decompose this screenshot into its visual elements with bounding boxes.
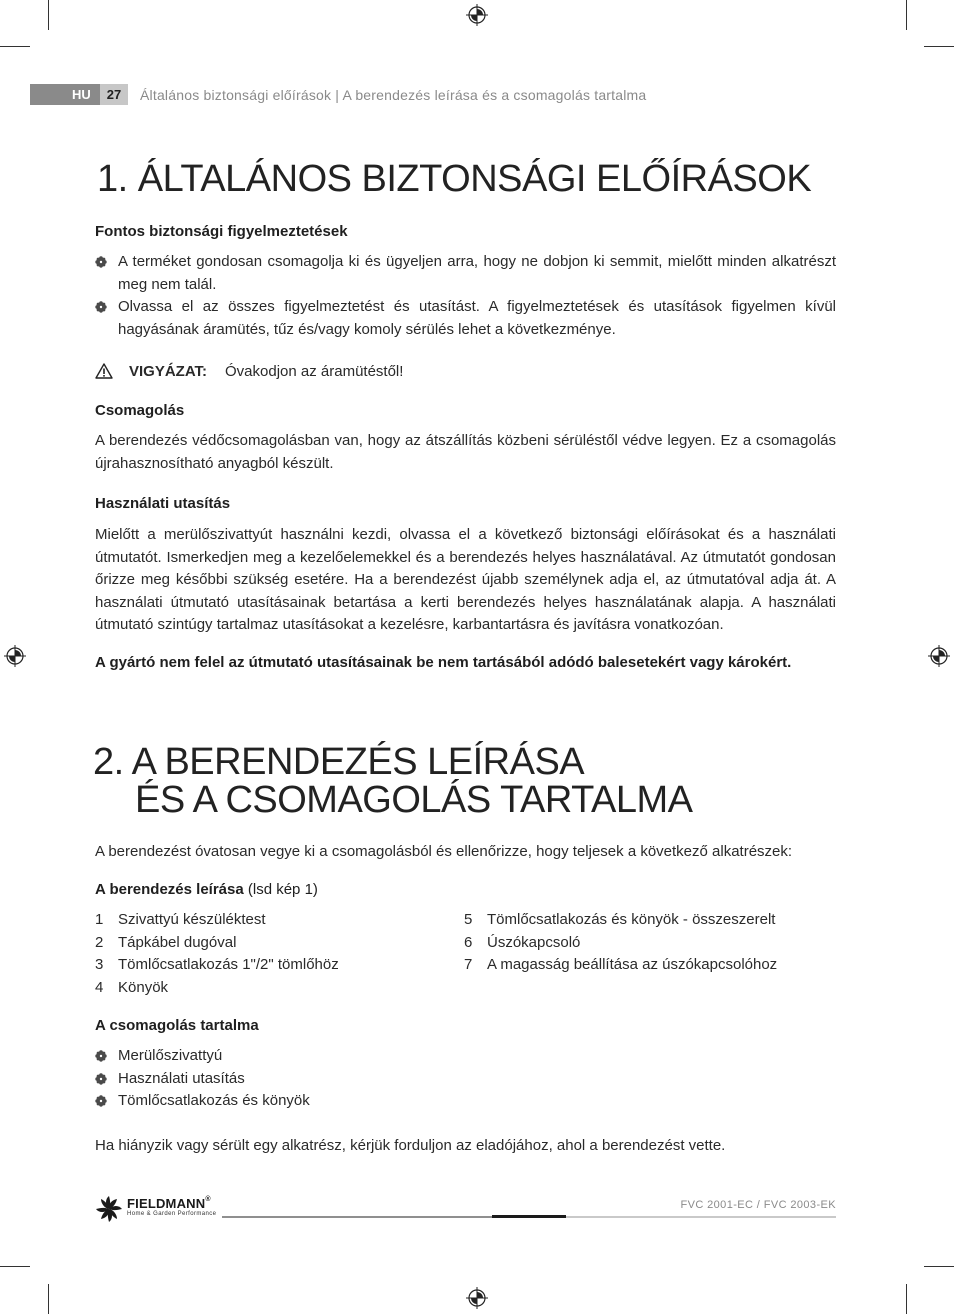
brand-tagline: Home & Garden Performance [127,1211,217,1217]
crop-mark [924,1266,954,1267]
section2-intro: A berendezést óvatosan vegye ki a csomagolásból és ellenőrizze, hogy teljesek a következő alkatrészek: [95,843,793,860]
description-heading: A berendezés leírása [95,881,244,898]
running-header-title: Általános biztonsági előírások | A berendezés leírása és a csomagolás tartalma [140,87,647,103]
crop-mark [906,0,907,30]
contents-text: Használati utasítás [118,1069,245,1087]
manual-heading: Használati utasítás [95,495,231,512]
warning-triangle-icon [95,363,113,379]
warnings-list [95,251,836,341]
registration-mark-icon [466,1287,488,1309]
parts-number: 4 [95,979,104,996]
flower-bullet-icon [95,1073,107,1085]
registration-mark-icon [928,645,950,667]
warning-text: A terméket gondosan csomagolja ki és ügyeljen arra, hogy ne dobjon ki semmit, mielőtt minden alkatrészt meg nem talál. [118,253,836,293]
parts-number: 3 [95,956,104,973]
packaging-text: A berendezés védőcsomagolásban van, hogy az átszállítás közbeni sérüléstől védve legyen. Ez a csomagolás újrahasznosítható anyagból készült. [95,432,836,472]
contents-list [95,1045,836,1113]
parts-text: Tömlőcsatlakozás 1"/2" tömlőhöz [118,956,339,973]
fieldmann-logo-icon [95,1195,123,1223]
crop-mark [906,1284,907,1314]
page-number: 27 [100,84,128,105]
description-ref: (lsd kép 1) [247,881,318,898]
brand-logo [95,1195,225,1223]
footer-rule-accent [492,1215,566,1218]
crop-mark [924,46,954,47]
footer-rule [222,1216,492,1218]
list-item [95,296,836,341]
manual-text: Mielőtt a merülőszivattyút használni kezdi, olvassa el a következő biztonsági előírásokat és a használati útmutatót. Ismerkedjen meg a kezelőelemekkel és a berendezés helyes használatával. Az útmutatót gondosan őrizze meg későbbi szükség esetére. Ha a berendezést újabb személynek adja el, az útmutatóval adja át. A használati útmutató utasításainak betartása a kerti berendezés helyes használatának alapja. A használati útmutató szintúgy tartalmaz utasításokat a kezelésre, karbantartásra és javításra vonatkozóan. [95,526,836,633]
description-heading-row [95,880,836,900]
list-item [95,1045,836,1068]
caution-label: VIGYÁZAT: [129,363,208,380]
packaging-heading: Csomagolás [95,402,185,419]
parts-number: 6 [464,934,473,951]
brand-word: FIELDMANN [127,1196,206,1211]
crop-mark [48,1284,49,1314]
parts-text: A magasság beállítása az úszókapcsolóhoz [487,956,778,973]
section2-heading-line2: ÉS A CSOMAGOLÁS TARTALMA [135,779,693,821]
footer-rule [566,1216,836,1218]
flower-bullet-icon [95,1050,107,1062]
parts-number: 1 [95,911,104,928]
missing-note: Ha hiányzik vagy sérült egy alkatrész, kérjük forduljon az eladójához, ahol a berendezést vette. [95,1137,726,1154]
model-number: FVC 2001-EC / FVC 2003-EK [680,1199,836,1211]
parts-text: Tápkábel dugóval [118,934,237,951]
liability-text: A gyártó nem felel az útmutató utasításainak be nem tartásából adódó balesetekért vagy károkért. [95,654,792,671]
parts-text: Szivattyú készüléktest [118,911,266,928]
parts-text: Könyök [118,979,169,996]
flower-bullet-icon [95,256,107,268]
section1-heading: 1. ÁLTALÁNOS BIZTONSÁGI ELŐÍRÁSOK [97,158,812,200]
language-code: HU [72,87,91,102]
flower-bullet-icon [95,301,107,313]
brand-name [127,1196,211,1211]
parts-text: Tömlőcsatlakozás és könyök - összeszerelt [487,911,776,928]
warning-text: Olvassa el az összes figyelmeztetést és utasítást. A figyelmeztetések és utasítások figyelmen kívül hagyásának áramütés, tűz és/vagy komoly sérülés lehet a következménye. [118,298,836,338]
registration-mark-icon [4,645,26,667]
caution-text: Óvakodjon az áramütéstől! [225,363,404,380]
crop-mark [0,1266,30,1267]
list-item [95,1068,836,1091]
crop-mark [48,0,49,30]
parts-number: 5 [464,911,473,928]
registered-mark: ® [205,1196,211,1203]
contents-text: Merülőszivattyú [118,1047,223,1064]
warnings-heading: Fontos biztonsági figyelmeztetések [95,223,348,240]
parts-number: 2 [95,934,104,951]
parts-text: Úszókapcsoló [487,934,581,951]
registration-mark-icon [466,4,488,26]
list-item [95,1090,836,1113]
list-item [95,251,836,296]
flower-bullet-icon [95,1095,107,1107]
contents-text: Tömlőcsatlakozás és könyök [118,1092,310,1109]
section2-heading-line1: 2. A BERENDEZÉS LEÍRÁSA [93,741,585,783]
caution-row [95,361,836,383]
contents-heading: A csomagolás tartalma [95,1017,259,1034]
crop-mark [0,46,30,47]
parts-number: 7 [464,956,473,973]
